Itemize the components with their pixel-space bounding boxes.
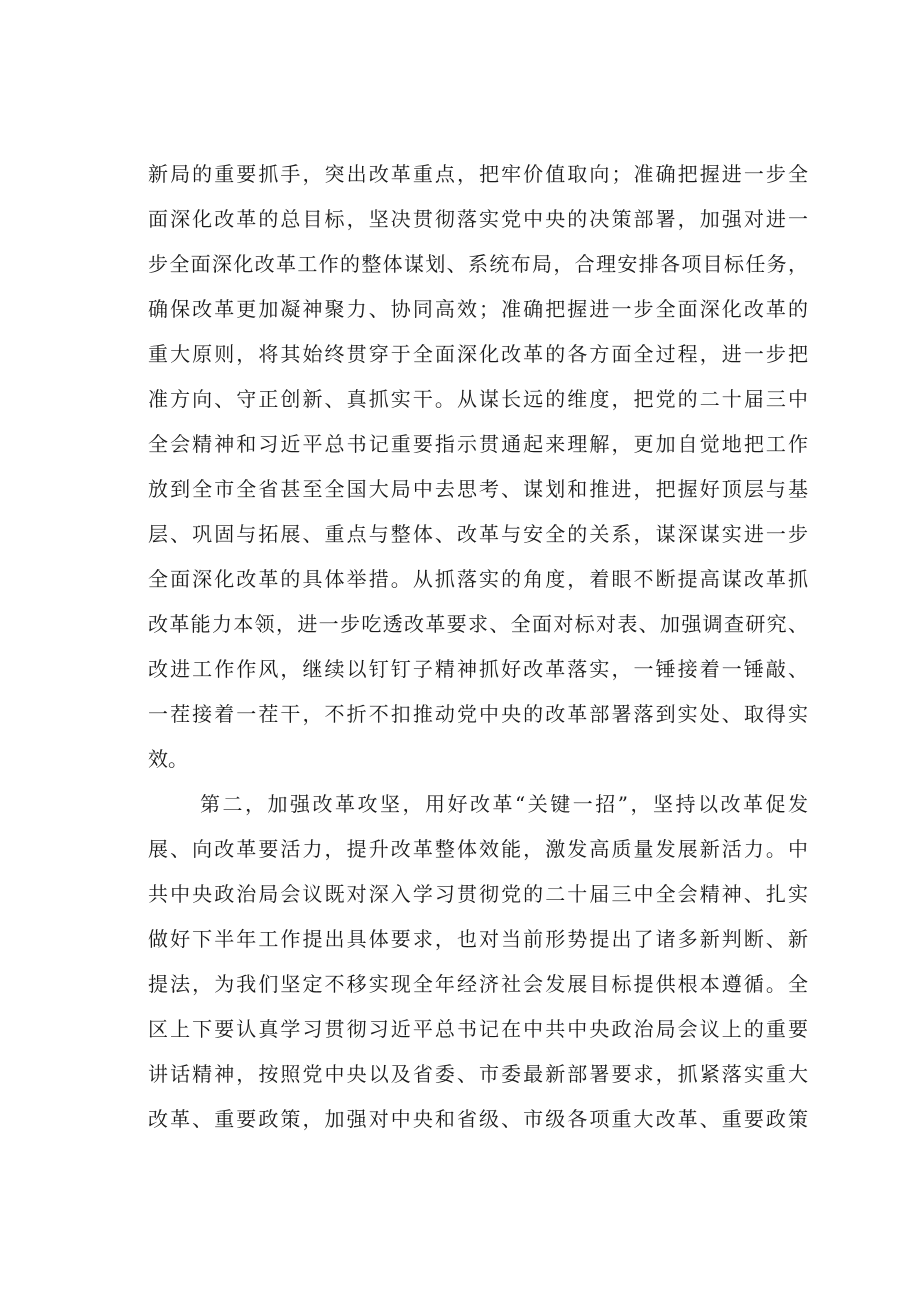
text-line: 做好下半年工作提出具体要求，也对当前形势提出了诸多新判断、新	[148, 927, 808, 951]
text-line: 效。	[148, 747, 188, 771]
text-line: 共中央政治局会议既对深入学习贯彻党的二十届三中全会精神、扎实	[148, 882, 808, 906]
text-line: 全会精神和习近平总书记重要指示贯通起来理解，更加自觉地把工作	[148, 432, 808, 456]
text-line: 一茬接着一茬干，不折不扣推动党中央的改革部署落到实处、取得实	[148, 702, 808, 726]
text-line: 面深化改革的总目标，坚决贯彻落实党中央的决策部署，加强对进一	[148, 207, 808, 231]
text-line: 改革能力本领，进一步吃透改革要求、全面对标对表、加强调查研究、	[148, 612, 808, 636]
text-line: 步全面深化改革工作的整体谋划、系统布局，合理安排各项目标任务，	[148, 252, 808, 276]
text-line: 确保改革更加凝神聚力、协同高效；准确把握进一步全面深化改革的	[148, 297, 808, 321]
document-body	[148, 152, 808, 1142]
text-line: 讲话精神，按照党中央以及省委、市委最新部署要求，抓紧落实重大	[148, 1062, 808, 1086]
paragraph-second	[148, 782, 808, 1142]
paragraph-continued	[148, 152, 808, 782]
text-line: 放到全市全省甚至全国大局中去思考、谋划和推进，把握好顶层与基	[148, 477, 808, 501]
text-line: 准方向、守正创新、真抓实干。从谋长远的维度，把党的二十届三中	[148, 387, 808, 411]
text-line: 层、巩固与拓展、重点与整体、改革与安全的关系，谋深谋实进一步	[148, 522, 808, 546]
text-line: 提法，为我们坚定不移实现全年经济社会发展目标提供根本遵循。全	[148, 972, 808, 996]
text-line: 改革、重要政策，加强对中央和省级、市级各项重大改革、重要政策	[148, 1107, 808, 1131]
text-line: 新局的重要抓手，突出改革重点，把牢价值取向；准确把握进一步全	[148, 162, 808, 186]
text-line: 改进工作作风，继续以钉钉子精神抓好改革落实，一锤接着一锤敲、	[148, 657, 808, 681]
text-line: 第二，加强改革攻坚，用好改革“关键一招”，坚持以改革促发	[200, 792, 808, 816]
text-line: 区上下要认真学习贯彻习近平总书记在中共中央政治局会议上的重要	[148, 1017, 808, 1041]
text-line: 重大原则，将其始终贯穿于全面深化改革的各方面全过程，进一步把	[148, 342, 808, 366]
text-line: 展、向改革要活力，提升改革整体效能，激发高质量发展新活力。中	[148, 837, 808, 861]
text-line: 全面深化改革的具体举措。从抓落实的角度，着眼不断提高谋改革抓	[148, 567, 808, 591]
